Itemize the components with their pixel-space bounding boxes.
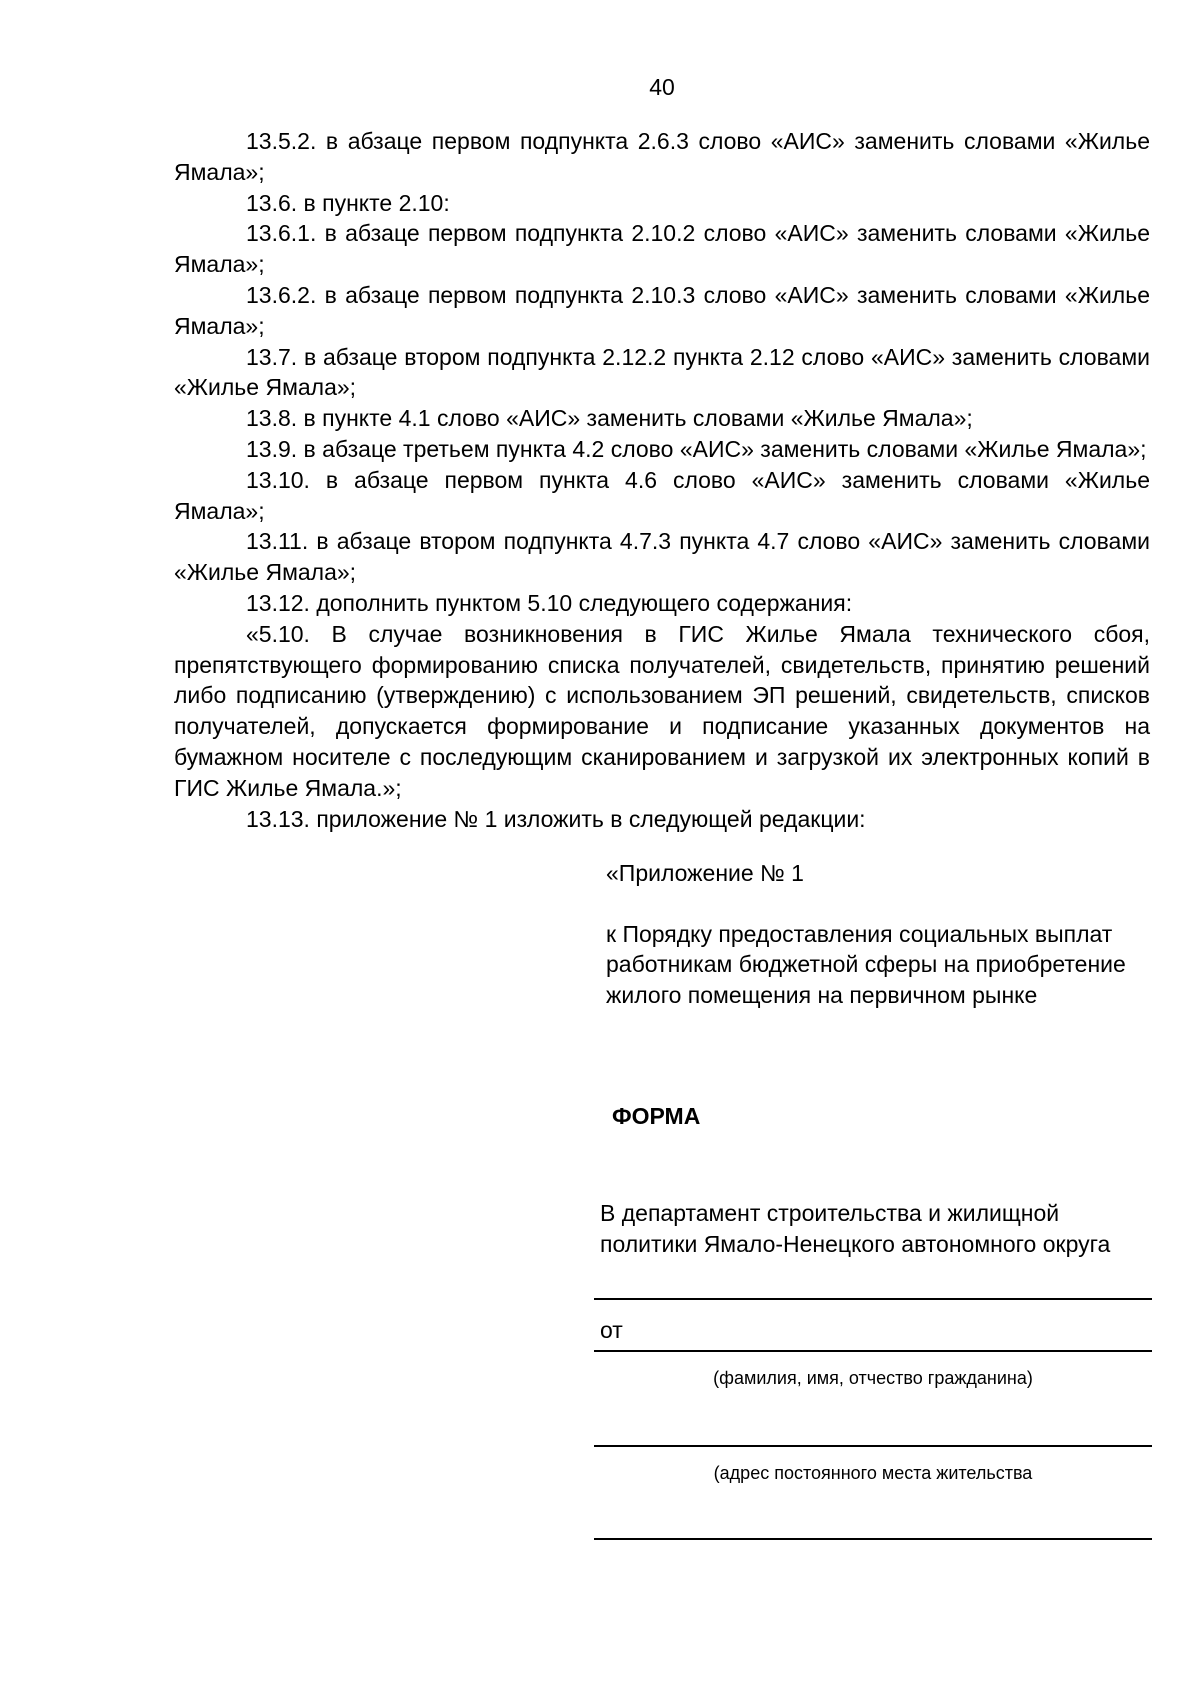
name-line <box>594 1350 1152 1352</box>
addressee-underline <box>594 1298 1152 1300</box>
address-line <box>594 1445 1152 1447</box>
addressee-text: В департамент строительства и жилищной политики Ямало-Ненецкого автономного округа <box>600 1200 1111 1257</box>
paragraph-13-6: 13.6. в пункте 2.10: <box>246 189 450 216</box>
from-label: от <box>600 1317 623 1343</box>
appendix-title: «Приложение № 1 <box>606 860 804 886</box>
paragraph-13-12: 13.12. дополнить пунктом 5.10 следующего содержания: <box>246 589 853 616</box>
paragraph-13-13: 13.13. приложение № 1 изложить в следующей редакции: <box>246 805 866 832</box>
paragraph-13-5-2: 13.5.2. в абзаце первом подпункта 2.6.3 слово «АИС» заменить словами «Жилье Ямала»; <box>174 128 1150 185</box>
address-line-2 <box>594 1538 1152 1540</box>
page-number: 40 <box>649 74 675 100</box>
address-hint: (адрес постоянного места жительства <box>713 1463 1033 1483</box>
paragraph-13-8: 13.8. в пункте 4.1 слово «АИС» заменить словами «Жилье Ямала»; <box>246 405 973 432</box>
appendix-header <box>606 858 1126 1010</box>
paragraph-13-10: 13.10. в абзаце первом пункта 4.6 слово «АИС» заменить словами «Жилье Ямала»; <box>174 466 1150 524</box>
paragraph-13-9: 13.9. в абзаце третьем пункта 4.2 слово «АИС» заменить словами «Жилье Ямала»; <box>246 435 1147 462</box>
paragraph-13-6-2: 13.6.2. в абзаце первом подпункта 2.10.3 слово «АИС» заменить словами «Жилье Ямала»; <box>174 281 1150 339</box>
form-title: ФОРМА <box>612 1103 701 1129</box>
paragraph-5-10-quote: «5.10. В случае возникновения в ГИС Жилье Ямала технического сбоя, препятствующего формированию списка получателей, свидетельств, принятию решений либо подписанию (утверждению) с использованием ЭП решений, свидетельств, списков получателей, допускается формирование и подписание указанных документов на бумажном носителе с последующим сканированием и загрузкой их электронных копий в ГИС Жилье Ямала.»; <box>174 620 1150 801</box>
amendment-text <box>174 126 1150 834</box>
paragraph-13-11: 13.11. в абзаце втором подпункта 4.7.3 пункта 4.7 слово «АИС» заменить словами «Жилье Ямала»; <box>174 528 1150 586</box>
paragraph-13-7: 13.7. в абзаце втором подпункта 2.12.2 пункта 2.12 слово «АИС» заменить словами «Жилье Ямала»; <box>174 343 1150 401</box>
name-hint: (фамилия, имя, отчество гражданина) <box>713 1368 1033 1388</box>
paragraph-13-6-1: 13.6.1. в абзаце первом подпункта 2.10.2 слово «АИС» заменить словами «Жилье Ямала»; <box>174 220 1150 278</box>
appendix-reference: к Порядку предоставления социальных выплат работникам бюджетной сферы на приобретение жилого помещения на первичном рынке <box>606 920 1126 1008</box>
